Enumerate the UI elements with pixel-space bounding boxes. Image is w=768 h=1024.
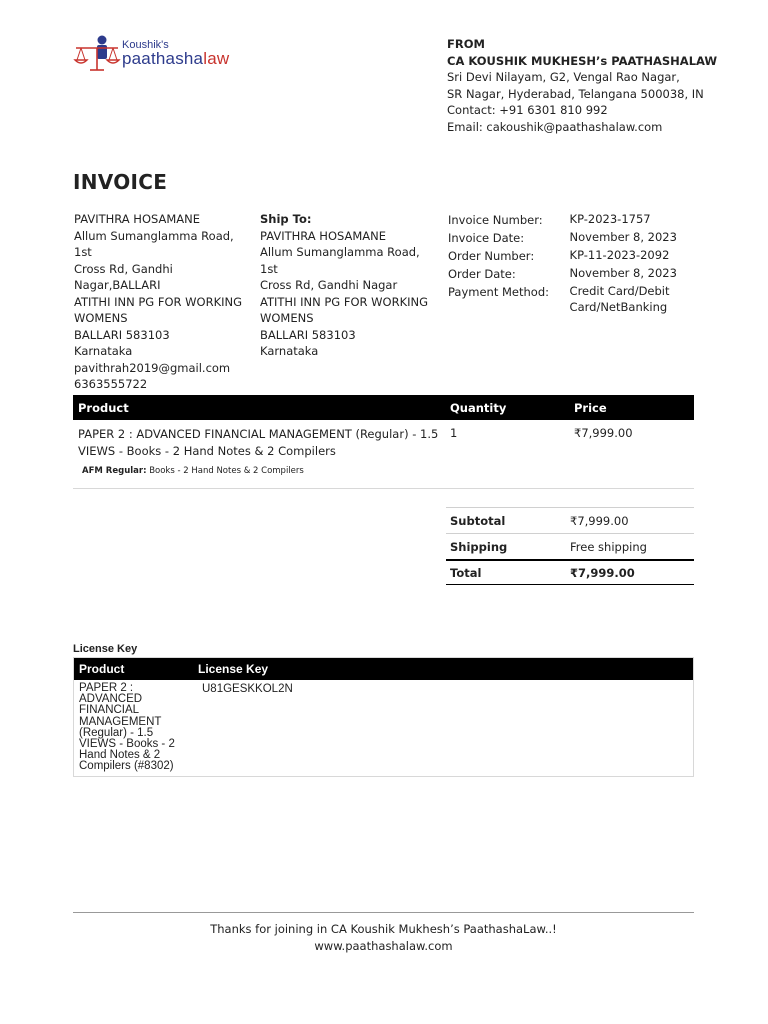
license-table xyxy=(73,657,694,777)
meta-value: KP-2023-1757 xyxy=(569,212,651,226)
company-address-line1: Sri Devi Nilayam, G2, Vengal Rao Nagar, xyxy=(447,70,680,84)
license-key-value: U81GESKKOL2N xyxy=(202,683,293,695)
totals-key: Shipping xyxy=(450,539,508,554)
billing-line: BALLARI 583103 xyxy=(74,327,170,342)
header-license-key: License Key xyxy=(198,662,269,676)
footer-divider xyxy=(73,912,694,913)
meta-value: November 8, 2023 xyxy=(569,230,677,244)
billing-phone: 6363555722 xyxy=(74,377,148,391)
shipping-line: BALLARI 583103 xyxy=(260,327,356,342)
product-name: PAPER 2 : ADVANCED FINANCIAL MANAGEMENT (Regular) - 1.5 VIEWS - Books - 2 Hand Notes & 2 Compilers xyxy=(78,427,439,458)
shipping-line: Cross Rd, Gandhi Nagar xyxy=(260,278,398,292)
shipping-line: ATITHI INN PG FOR WORKING xyxy=(260,294,429,309)
product-cell xyxy=(73,426,450,488)
footer-thanks: Thanks for joining in CA Koushik Mukhesh’s PaathashaLaw..! xyxy=(210,922,557,936)
meta-row-invoice-number xyxy=(448,211,698,229)
meta-row-payment-method xyxy=(448,283,698,315)
shipping-line: Karnataka xyxy=(260,344,319,358)
header-price: Price xyxy=(574,400,607,415)
subtotal-row xyxy=(446,507,694,533)
ship-to-heading: Ship To: xyxy=(260,212,312,226)
scales-of-justice-icon xyxy=(72,34,122,74)
meta-key: Invoice Date: xyxy=(448,231,525,245)
shipping-address xyxy=(260,211,438,360)
billing-line: Allum Sumanglamma Road, 1st xyxy=(74,228,234,259)
company-name: CA KOUSHIK MUKHESH’s PAATHASHALAW xyxy=(447,53,718,68)
license-product: PAPER 2 : ADVANCED FINANCIAL MANAGEMENT (Regular) - 1.5 VIEWS - Books - 2 Hand Notes & 2 Compilers (#8302) xyxy=(79,682,175,773)
billing-line: PAVITHRA HOSAMANE xyxy=(74,212,201,226)
shipping-line: Allum Sumanglamma Road, 1st xyxy=(260,245,420,276)
totals-table xyxy=(446,507,694,585)
company-address-line2: SR Nagar, Hyderabad, Telangana 500038, IN xyxy=(447,86,704,101)
from-label: FROM xyxy=(447,37,485,51)
table-row xyxy=(74,680,693,776)
header-quantity: Quantity xyxy=(450,400,507,415)
totals-value: ₹7,999.00 xyxy=(570,513,629,528)
from-block xyxy=(447,36,747,135)
header-product: Product xyxy=(78,400,129,415)
shipping-line: PAVITHRA HOSAMANE xyxy=(260,228,387,243)
billing-line: Karnataka xyxy=(74,344,133,358)
meta-key: Order Date: xyxy=(448,267,516,281)
meta-value: KP-11-2023-2092 xyxy=(569,248,670,262)
logo-top-text: Koushik's xyxy=(122,39,169,51)
products-table xyxy=(73,395,694,489)
license-key-title: License Key xyxy=(73,643,138,655)
billing-line: ATITHI INN PG FOR WORKING xyxy=(74,294,243,309)
invoice-title: INVOICE xyxy=(73,170,168,194)
meta-key: Order Number: xyxy=(448,249,535,263)
company-email: Email: cakoushik@paathashalaw.com xyxy=(447,119,663,134)
header-product: Product xyxy=(79,662,125,676)
footer-website: www.paathashalaw.com xyxy=(314,939,453,953)
billing-line: WOMENS xyxy=(74,311,128,325)
meta-value: Credit Card/Debit Card/NetBanking xyxy=(569,284,670,314)
product-meta: AFM Regular: Books - 2 Hand Notes & 2 Compilers xyxy=(82,466,304,476)
product-quantity: 1 xyxy=(450,426,458,440)
table-row xyxy=(73,420,694,489)
footer xyxy=(73,921,694,955)
product-price: ₹7,999.00 xyxy=(574,426,633,440)
shipping-line: WOMENS xyxy=(260,311,314,325)
billing-email: pavithrah2019@gmail.com xyxy=(74,360,231,375)
logo-main-text: paathashalaw xyxy=(122,49,230,68)
invoice-meta xyxy=(448,211,698,315)
meta-row-order-date xyxy=(448,265,698,283)
totals-key: Subtotal xyxy=(450,513,506,528)
totals-value: ₹7,999.00 xyxy=(570,565,635,580)
company-contact: Contact: +91 6301 810 992 xyxy=(447,103,608,117)
total-row xyxy=(446,559,694,585)
meta-row-order-number xyxy=(448,247,698,265)
meta-key: Payment Method: xyxy=(448,285,550,299)
billing-address xyxy=(74,211,254,393)
meta-key: Invoice Number: xyxy=(448,213,543,227)
totals-value: Free shipping xyxy=(570,539,647,554)
shipping-row xyxy=(446,533,694,559)
company-logo xyxy=(72,34,252,74)
billing-line: Cross Rd, Gandhi Nagar,BALLARI xyxy=(74,261,173,292)
license-table-header xyxy=(74,658,693,680)
products-table-header xyxy=(73,395,694,420)
meta-row-invoice-date xyxy=(448,229,698,247)
meta-value: November 8, 2023 xyxy=(569,266,677,280)
totals-key: Total xyxy=(450,565,482,580)
